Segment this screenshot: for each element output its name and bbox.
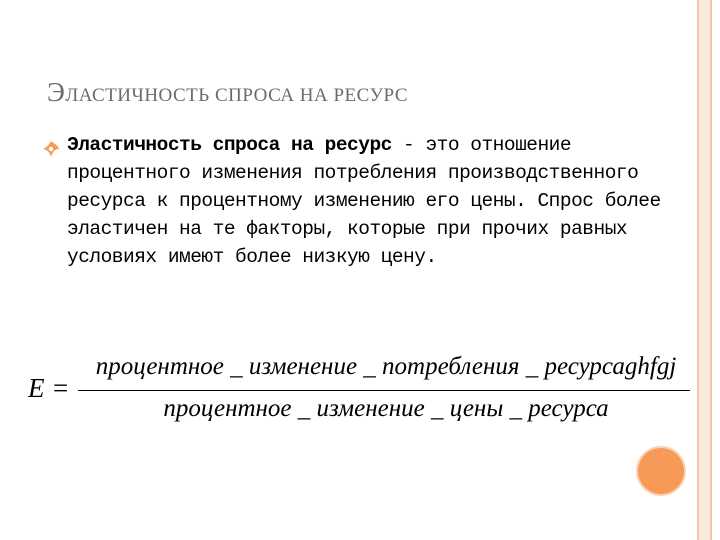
elasticity-formula (14, 353, 694, 427)
bullet-term: Эластичность спроса на ресурс (67, 134, 392, 156)
side-rail-fill (699, 0, 710, 540)
side-rail-right-line (710, 0, 712, 540)
formula-lhs: E = (28, 373, 70, 403)
slide-title (47, 77, 408, 108)
fleuron-bullet-icon (42, 140, 60, 158)
formula-denominator: процентное _ изменение _ цены _ ресурса (163, 395, 609, 422)
title-rest: ЛАСТИЧНОСТЬ СПРОСА НА РЕСУРС (65, 85, 409, 106)
fraction-bar (78, 390, 690, 391)
title-first-letter: Э (47, 77, 66, 107)
bullet-paragraph (67, 131, 667, 271)
bullet-text: - это отношение процентного изменения потребления производственного ресурса к процентному изменению его цены. Спрос более эластичен на те факторы, которые при прочих равных условиях имеют более низкую цену. (67, 134, 661, 268)
decorative-circle (638, 448, 684, 494)
side-rail-left-line (697, 0, 699, 540)
formula-numerator: процентное _ изменение _ потребления _ ресурсаghfgj (95, 353, 677, 380)
